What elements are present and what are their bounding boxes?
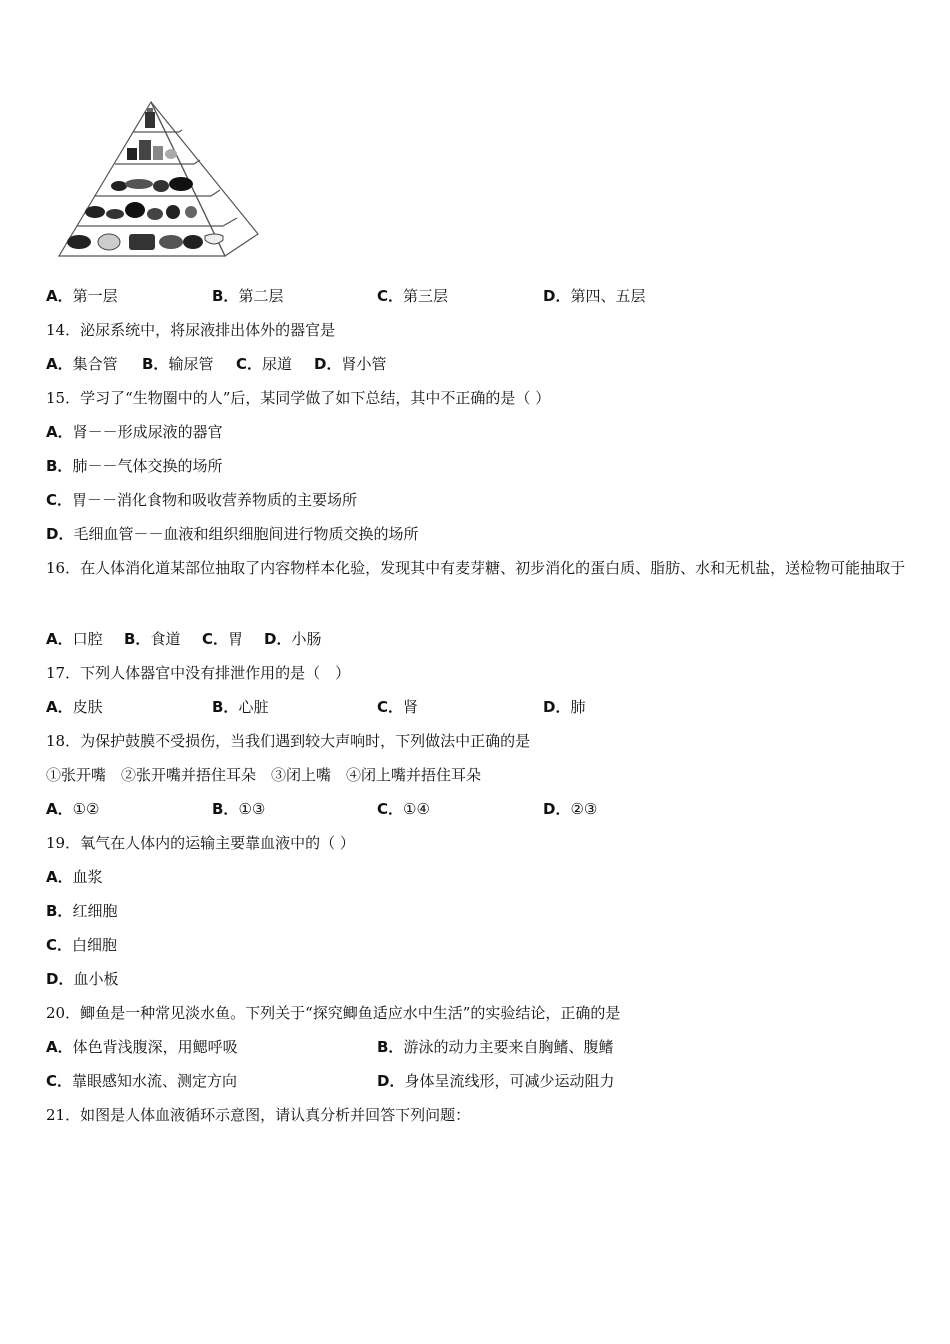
q14-option-a[interactable]: A．集合管 <box>46 355 118 373</box>
q17-option-a[interactable]: A．皮肤 <box>46 698 103 716</box>
q15-stem: 15．学习了“生物圈中的人”后，某同学做了如下总结，其中不正确的是（ ） <box>46 389 551 407</box>
q20-option-c[interactable]: C．靠眼感知水流、测定方向 <box>46 1072 238 1090</box>
q20-option-a[interactable]: A．体色背浅腹深，用鳃呼吸 <box>46 1038 238 1056</box>
q13-option-a[interactable]: A．第一层 <box>46 287 118 305</box>
q14-option-c[interactable]: C．尿道 <box>236 355 293 373</box>
q18-option-b[interactable]: B．①③ <box>212 800 266 818</box>
q16-option-b[interactable]: B．食道 <box>124 630 181 648</box>
q16-stem: 16．在人体消化道某部位抽取了内容物样本化验，发现其中有麦芽糖、初步消化的蛋白质、脂肪、水和无机盐，送检物可能抽取于 <box>46 559 906 577</box>
q15-option-d[interactable]: D．毛细血管－－血液和组织细胞间进行物质交换的场所 <box>46 525 419 543</box>
q20-options-row2 <box>46 1071 906 1091</box>
q21-stem: 21．如图是人体血液循环示意图，请认真分析并回答下列问题： <box>46 1106 471 1124</box>
q19-option-d[interactable]: D．血小板 <box>46 970 119 988</box>
q19-option-c[interactable]: C．白细胞 <box>46 936 118 954</box>
q15-option-b[interactable]: B．肺－－气体交换的场所 <box>46 457 223 475</box>
q17-options <box>46 697 906 717</box>
q13-option-d[interactable]: D．第四、五层 <box>543 287 646 305</box>
q15-option-c[interactable]: C．胃－－消化食物和吸收营养物质的主要场所 <box>46 491 358 509</box>
q20-option-b[interactable]: B．游泳的动力主要来自胸鳍、腹鳍 <box>377 1038 614 1056</box>
food-pyramid-figure <box>55 98 263 260</box>
q20-options-row1 <box>46 1037 906 1057</box>
q20-stem: 20．鲫鱼是一种常见淡水鱼。下列关于“探究鲫鱼适应水中生活”的实验结论，正确的是 <box>46 1004 621 1022</box>
q19-option-a[interactable]: A．血浆 <box>46 868 103 886</box>
q17-stem: 17．下列人体器官中没有排泄作用的是（ ） <box>46 664 351 682</box>
q18-options <box>46 799 906 819</box>
q16-options <box>46 629 906 649</box>
q18-option-c[interactable]: C．①④ <box>377 800 430 818</box>
q14-options <box>46 354 906 374</box>
q14-option-d[interactable]: D．肾小管 <box>314 355 387 373</box>
q16-option-c[interactable]: C．胃 <box>202 630 244 648</box>
q14-stem: 14．泌尿系统中，将尿液排出体外的器官是 <box>46 321 336 339</box>
q16-option-a[interactable]: A．口腔 <box>46 630 103 648</box>
q19-option-b[interactable]: B．红细胞 <box>46 902 118 920</box>
q19-stem: 19．氧气在人体内的运输主要靠血液中的（ ） <box>46 834 355 852</box>
q18-items: ①张开嘴 ②张开嘴并捂住耳朵 ③闭上嘴 ④闭上嘴并捂住耳朵 <box>46 766 482 784</box>
q13-option-c[interactable]: C．第三层 <box>377 287 449 305</box>
q20-option-d[interactable]: D．身体呈流线形，可减少运动阻力 <box>377 1072 615 1090</box>
q17-option-c[interactable]: C．肾 <box>377 698 419 716</box>
q18-option-d[interactable]: D．②③ <box>543 800 598 818</box>
q18-option-a[interactable]: A．①② <box>46 800 100 818</box>
q14-option-b[interactable]: B．输尿管 <box>142 355 214 373</box>
q15-option-a[interactable]: A．肾－－形成尿液的器官 <box>46 423 223 441</box>
q18-stem: 18．为保护鼓膜不受损伤，当我们遇到较大声响时，下列做法中正确的是 <box>46 732 531 750</box>
q17-option-b[interactable]: B．心脏 <box>212 698 269 716</box>
q13-option-b[interactable]: B．第二层 <box>212 287 284 305</box>
q17-option-d[interactable]: D．肺 <box>543 698 586 716</box>
q16-option-d[interactable]: D．小肠 <box>264 630 322 648</box>
q13-options <box>46 286 906 306</box>
